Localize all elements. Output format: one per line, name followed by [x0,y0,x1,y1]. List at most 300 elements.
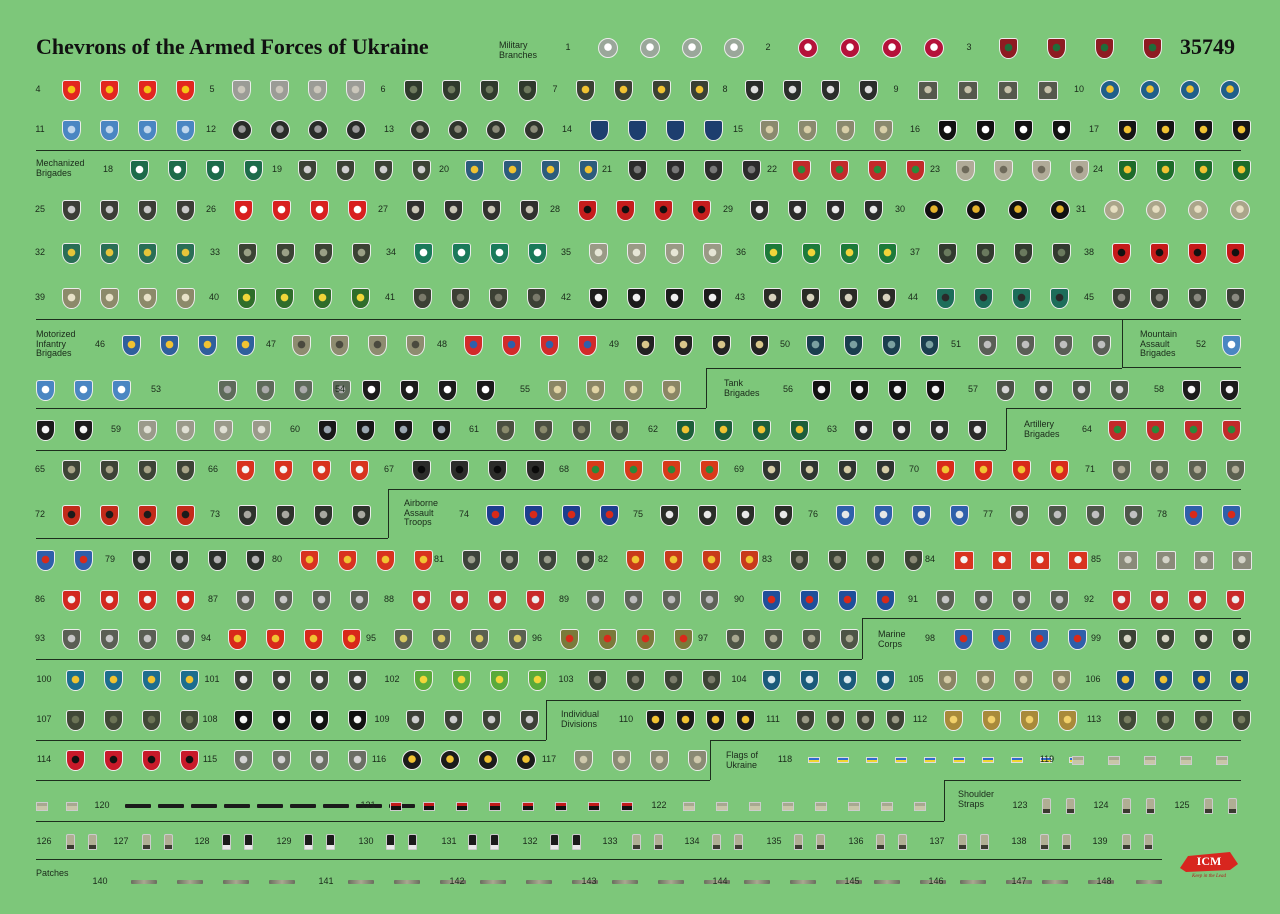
chevron-patch-108 [272,710,291,731]
item-number: 41 [384,292,396,302]
divider-line [862,618,1241,619]
chevron-patch-50 [920,335,939,356]
chevron-patch-138 [1040,834,1049,850]
chevron-patch-146 [960,880,986,884]
chevron-patch-41 [451,288,470,309]
chevron-patch-51 [978,335,997,356]
chevron-patch-97 [764,629,783,650]
chevron-patch-82 [740,550,759,571]
chevron-patch-97 [802,629,821,650]
chevron-patch-22 [906,160,925,181]
chevron-patch-13 [410,120,430,140]
chevron-patch-60 [318,420,337,441]
item-number: 145 [844,876,860,886]
chevron-patch-58 [1220,380,1239,401]
chevron-patch-72 [138,505,157,526]
item-number: 123 [1012,800,1028,810]
chevron-patch-99 [1232,629,1251,650]
item-number: 56 [782,384,794,394]
chevron-patch-95 [394,629,413,650]
chevron-patch-74 [562,505,581,526]
chevron-patch-101 [348,670,367,691]
chevron-patch-82 [702,550,721,571]
chevron-patch-32 [138,243,157,264]
item-number: 8 [722,84,728,94]
chevron-patch-14 [666,120,685,141]
chevron-patch-34 [490,243,509,264]
chevron-patch-55 [662,380,681,401]
chevron-patch-108 [310,710,329,731]
chevron-patch-39 [176,288,195,309]
chevron-patch-61 [534,420,553,441]
chevron-patch-93 [176,629,195,650]
chevron-patch-121 [423,802,435,811]
item-number: 109 [374,714,390,724]
item-number: 61 [468,424,480,434]
divider-line [1122,367,1241,368]
chevron-patch-66 [274,460,293,481]
chevron-patch-28 [616,200,635,221]
item-number: 111 [766,714,780,724]
chevron-patch-43 [877,288,896,309]
chevron-patch-109 [520,710,539,731]
chevron-patch-94 [228,629,247,650]
chevron-patch-69 [876,460,895,481]
item-number: 18 [102,164,114,174]
chevron-patch-143 [658,880,684,884]
chevron-patch-12 [346,120,366,140]
item-number: 139 [1092,836,1108,846]
chevron-patch-92 [1150,590,1169,611]
item-number: 144 [712,876,728,886]
item-number: 118 [777,754,793,764]
chevron-patch-49 [636,335,655,356]
item-number: 3 [966,42,972,52]
chevron-patch-111 [856,710,875,731]
chevron-patch-71 [1112,460,1131,481]
chevron-patch-118 [895,757,907,763]
chevron-patch-122 [683,802,695,811]
chevron-patch-40 [237,288,256,309]
chevron-patch-17 [1156,120,1175,141]
chevron-patch-22 [868,160,887,181]
chevron-patch-37 [938,243,957,264]
chevron-patch-17 [1232,120,1251,141]
chevron-patch-37 [1014,243,1033,264]
chevron-patch-75 [698,505,717,526]
chevron-patch-114 [180,750,199,771]
chevron-patch-69 [762,460,781,481]
chevron-patch-128 [222,834,231,850]
chevron-patch-71 [1188,460,1207,481]
chevron-patch-116 [478,750,498,770]
chevron-patch-45 [1112,288,1131,309]
chevron-patch-122 [914,802,926,811]
chevron-patch-91 [936,590,955,611]
item-number: 146 [928,876,944,886]
chevron-patch-35 [627,243,646,264]
chevron-patch-119 [1144,756,1156,765]
chevron-patch-1 [682,38,702,58]
chevron-patch-73 [314,505,333,526]
chevron-patch-88 [450,590,469,611]
chevron-patch-27 [406,200,425,221]
item-number: 75 [632,509,644,519]
chevron-patch-111 [886,710,905,731]
chevron-patch-55 [624,380,643,401]
chevron-patch-132 [550,834,559,850]
item-number: 110 [618,714,634,724]
chevron-patch-56 [926,380,945,401]
chevron-patch-133 [654,834,663,850]
item-number: 44 [907,292,919,302]
chevron-patch-90 [762,590,781,611]
chevron-patch-65 [100,460,119,481]
chevron-patch-96 [674,629,693,650]
item-number: 22 [766,164,778,174]
chevron-patch-9 [918,81,938,100]
chevron-patch-120 [290,804,316,808]
chevron-patch-66 [236,460,255,481]
chevron-patch-130 [386,834,395,850]
chevron-patch-89 [586,590,605,611]
chevron-patch-39 [62,288,81,309]
chevron-patch-88 [412,590,431,611]
chevron-patch-43 [763,288,782,309]
chevron-patch-77 [1010,505,1029,526]
item-number: 69 [733,464,745,474]
chevron-patch-78 [74,550,93,571]
chevron-patch-108 [348,710,367,731]
chevron-patch-66 [312,460,331,481]
chevron-patch-34 [414,243,433,264]
chevron-patch-113 [1194,710,1213,731]
chevron-patch-121 [456,802,468,811]
chevron-patch-77 [1086,505,1105,526]
chevron-patch-121 [522,802,534,811]
divider-line [36,150,1241,151]
chevron-patch-74 [486,505,505,526]
divider-line [36,859,1162,860]
chevron-patch-83 [904,550,923,571]
chevron-patch-2 [882,38,902,58]
chevron-patch-35 [665,243,684,264]
chevron-patch-98 [954,629,973,650]
chevron-patch-93 [62,629,81,650]
chevron-patch-127 [142,834,151,850]
chevron-patch-51 [1092,335,1111,356]
chevron-patch-119 [1180,756,1192,765]
chevron-patch-64 [1184,420,1203,441]
chevron-patch-33 [276,243,295,264]
chevron-patch-65 [62,460,81,481]
item-number: 27 [377,204,389,214]
chevron-patch-122 [782,802,794,811]
chevron-patch-106 [1116,670,1135,691]
chevron-patch-138 [1062,834,1071,850]
chevron-patch-69 [800,460,819,481]
chevron-patch-45 [1188,288,1207,309]
chevron-patch-30 [1008,200,1028,220]
chevron-patch-56 [888,380,907,401]
section-label-individual-divisions: Individual Divisions [561,709,600,729]
item-number: 9 [893,84,899,94]
item-number: 80 [271,554,283,564]
item-number: 102 [384,674,400,684]
chevron-patch-41 [413,288,432,309]
chevron-patch-36 [764,243,783,264]
item-number: 104 [731,674,747,684]
chevron-patch-87 [312,590,331,611]
chevron-patch-65 [138,460,157,481]
chevron-patch-135 [816,834,825,850]
section-label-mountain-assault-brigades: Mountain Assault Brigades [1140,329,1178,358]
item-number: 67 [383,464,395,474]
chevron-patch-87 [274,590,293,611]
chevron-patch-118 [953,757,965,763]
chevron-patch-116 [402,750,422,770]
chevron-patch-12 [308,120,328,140]
item-number: 23 [929,164,941,174]
chevron-patch-50 [844,335,863,356]
chevron-patch-129 [326,834,335,850]
chevron-patch-107 [66,710,85,731]
item-number: 33 [209,247,221,257]
chevron-patch-41 [527,288,546,309]
chevron-patch-78 [1222,505,1241,526]
item-number: 7 [552,84,558,94]
chevron-patch-30 [924,200,944,220]
chevron-patch-6 [404,80,423,101]
chevron-patch-102 [528,670,547,691]
item-number: 34 [385,247,397,257]
chevron-patch-90 [876,590,895,611]
chevron-patch-19 [336,160,355,181]
chevron-patch-16 [938,120,957,141]
item-number: 29 [722,204,734,214]
chevron-patch-20 [503,160,522,181]
chevron-patch-82 [664,550,683,571]
item-number: 65 [34,464,46,474]
chevron-patch-144 [744,880,770,884]
chevron-patch-106 [1192,670,1211,691]
chevron-patch-10 [1220,80,1240,100]
chevron-patch-95 [470,629,489,650]
chevron-patch-55 [586,380,605,401]
chevron-patch-16 [1014,120,1033,141]
item-number: 143 [581,876,597,886]
chevron-patch-118 [982,757,994,763]
chevron-patch-91 [1012,590,1031,611]
item-number: 100 [36,674,52,684]
chevron-patch-89 [700,590,719,611]
chevron-patch-85 [1118,551,1138,570]
chevron-patch-42 [627,288,646,309]
chevron-patch-61 [496,420,515,441]
chevron-patch-50 [806,335,825,356]
item-number: 12 [205,124,217,134]
chevron-patch-68 [662,460,681,481]
chevron-patch-14 [590,120,609,141]
chevron-patch-117 [612,750,631,771]
item-number: 57 [967,384,979,394]
chevron-patch-72 [176,505,195,526]
chevron-patch-92 [1112,590,1131,611]
chevron-patch-11 [176,120,195,141]
chevron-patch-130 [408,834,417,850]
chevron-patch-77 [1124,505,1143,526]
chevron-patch-88 [526,590,545,611]
chevron-patch-20 [579,160,598,181]
chevron-patch-71 [1150,460,1169,481]
chevron-patch-29 [864,200,883,221]
chevron-patch-7 [576,80,595,101]
chevron-patch-62 [714,420,733,441]
item-number: 2 [765,42,771,52]
icm-logo [1178,846,1240,878]
chevron-patch-31 [1104,200,1124,220]
chevron-patch-120 [191,804,217,808]
chevron-patch-113 [1118,710,1137,731]
chevron-patch-56 [812,380,831,401]
item-number: 92 [1083,594,1095,604]
product-code: 35749 [1180,34,1235,59]
chevron-patch-57 [1110,380,1129,401]
chevron-patch-128 [244,834,253,850]
chevron-patch-37 [1052,243,1071,264]
chevron-patch-14 [704,120,723,141]
chevron-patch-105 [1052,670,1071,691]
chevron-patch-6 [480,80,499,101]
item-number: 101 [204,674,220,684]
chevron-patch-144 [790,880,816,884]
chevron-patch-51 [1054,335,1073,356]
chevron-patch-21 [742,160,761,181]
chevron-patch-107 [104,710,123,731]
chevron-patch-68 [624,460,643,481]
item-number: 15 [732,124,744,134]
item-number: 40 [208,292,220,302]
chevron-patch-121 [588,802,600,811]
chevron-patch-104 [800,670,819,691]
divider-line [706,368,1122,369]
chevron-patch-141 [348,880,374,884]
divider-line [862,618,863,659]
chevron-patch-80 [338,550,357,571]
chevron-patch-143 [612,880,638,884]
chevron-patch-27 [444,200,463,221]
chevron-patch-42 [589,288,608,309]
item-number: 90 [733,594,745,604]
item-number: 121 [360,800,376,810]
chevron-patch-35 [589,243,608,264]
chevron-patch-63 [892,420,911,441]
chevron-patch-44 [1012,288,1031,309]
chevron-patch-108 [234,710,253,731]
chevron-patch-42 [703,288,722,309]
item-number: 72 [34,509,46,519]
divider-line [36,538,388,539]
chevron-patch-76 [912,505,931,526]
chevron-patch-20 [541,160,560,181]
chevron-patch-107 [180,710,199,731]
chevron-patch-38 [1150,243,1169,264]
chevron-patch-15 [760,120,779,141]
chevron-patch-64 [1146,420,1165,441]
chevron-patch-68 [700,460,719,481]
chevron-patch-47 [406,335,425,356]
chevron-patch-60 [356,420,375,441]
item-number: 25 [34,204,46,214]
item-number: 46 [94,339,106,349]
item-number: 14 [561,124,573,134]
item-number: 47 [265,339,277,349]
chevron-patch-70 [1050,460,1069,481]
chevron-patch-111 [826,710,845,731]
chevron-patch-53 [218,380,237,401]
item-number: 127 [113,836,129,846]
chevron-patch-94 [304,629,323,650]
item-number: 129 [276,836,292,846]
chevron-patch-34 [452,243,471,264]
chevron-patch-38 [1188,243,1207,264]
item-number: 91 [907,594,919,604]
chevron-patch-63 [968,420,987,441]
chevron-patch-79 [208,550,227,571]
item-number: 35 [560,247,572,257]
item-number: 17 [1088,124,1100,134]
chevron-patch-40 [275,288,294,309]
chevron-patch-104 [838,670,857,691]
chevron-patch-129 [304,834,313,850]
item-number: 5 [209,84,215,94]
item-number: 115 [202,754,218,764]
chevron-patch-102 [414,670,433,691]
chevron-patch-51 [1016,335,1035,356]
chevron-patch-10 [1180,80,1200,100]
chevron-patch-142 [480,880,506,884]
item-number: 73 [209,509,221,519]
chevron-patch-28 [654,200,673,221]
chevron-patch-52 [1222,335,1241,356]
item-number: 148 [1096,876,1112,886]
chevron-patch-115 [272,750,291,771]
chevron-patch-16 [1052,120,1071,141]
chevron-patch-76 [950,505,969,526]
chevron-patch-3 [999,38,1018,59]
item-number: 26 [205,204,217,214]
chevron-patch-49 [674,335,693,356]
divider-line [710,740,1241,741]
divider-line [388,489,389,538]
chevron-patch-126 [66,834,75,850]
chevron-patch-133 [632,834,641,850]
item-number: 64 [1081,424,1093,434]
chevron-patch-17 [1118,120,1137,141]
chevron-patch-105 [976,670,995,691]
chevron-patch-102 [452,670,471,691]
chevron-patch-124 [1146,798,1155,814]
item-number: 37 [909,247,921,257]
chevron-patch-66 [350,460,369,481]
divider-line [706,368,707,408]
chevron-patch-83 [866,550,885,571]
chevron-patch-96 [636,629,655,650]
chevron-patch-20 [465,160,484,181]
chevron-patch-3 [1143,38,1162,59]
item-number: 54 [334,384,346,394]
item-number: 82 [597,554,609,564]
